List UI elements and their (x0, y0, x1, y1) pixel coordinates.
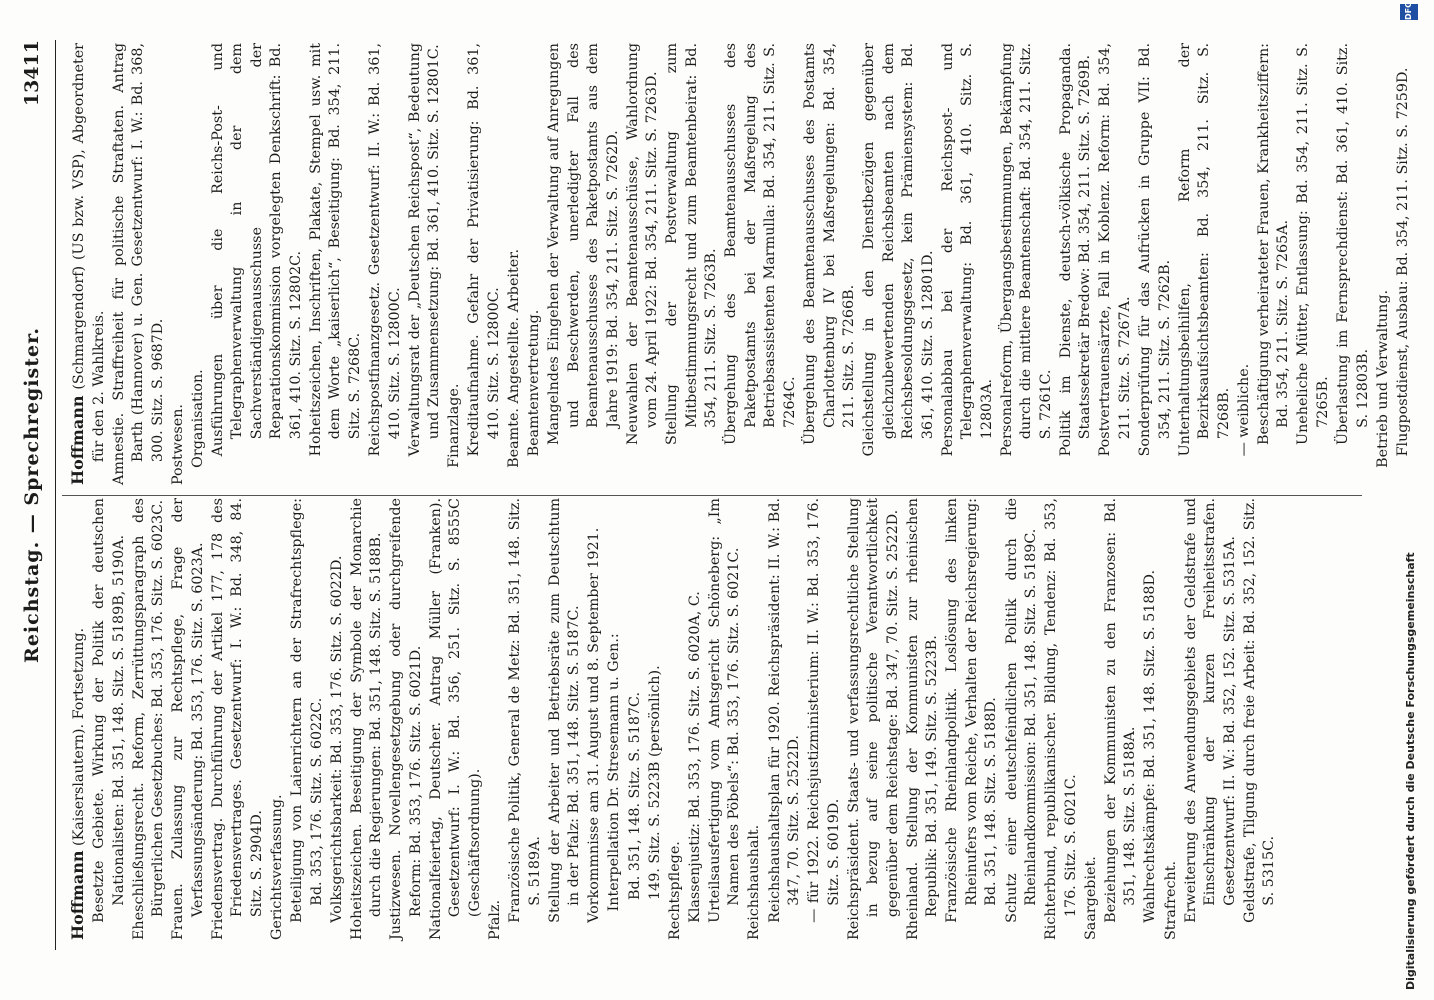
entry-text: Rechtspflege. (666, 841, 683, 940)
entry-text: Gerichtsverfassung. (268, 794, 285, 940)
index-entry (366, 43, 405, 485)
index-entry (1294, 43, 1333, 485)
entry-text: Beziehungen der Kommunisten zu den Franzosen: Bd. 351, 148. Sitz. S. 5188A. (1102, 498, 1139, 923)
index-entry (1141, 498, 1161, 940)
entry-text: Französische Rheinlandpolitik. Loslösung des linken Rheinufers vom Reiche, Verhalten der Reichsregierung: Bd. 351, 148. Sitz. S. 5188D. (944, 498, 1000, 923)
entry-text: Französische Politik, General de Metz: Bd. 351, 148. Sitz. S. 5189A. (507, 498, 543, 923)
entry-text: Reichspräsident. Staats- und verfassungsrechtliche Stellung in bezug auf seine politische Verantwortlichkeit gegenüber dem Reichstage: Bd. 347, 70. Sitz. S. 2522D. (845, 498, 901, 940)
page-header (15, 40, 55, 950)
index-entry (805, 498, 844, 940)
entry-text: Betrieb und Verwaltung. (1374, 289, 1391, 468)
digitization-note: Digitalisierung gefördert durch die Deutsche Forschungsgemeinschaft (1404, 552, 1417, 990)
index-entry (328, 498, 348, 940)
index-entry (1003, 498, 1042, 940)
entry-text: Personalreform, Übergangsbestimmungen, Bekämpfung durch die mittlere Beamtenschaft: Bd. 354, 211. Sitz. S. 7261C. (998, 43, 1054, 457)
index-entry (546, 498, 585, 940)
entry-text: 149. Sitz. S. 5223B (persönlich). (646, 665, 663, 900)
entry-text: Erweiterung des Anwendungsgebiets der Geldstrafe und Einschränkung der kurzen Freiheitsstrafen. Gesetzentwurf: II. W.: Bd. 352, 152. Sitz. S. 5315A. (1182, 498, 1238, 923)
entry-text: Reichshaushalt. (746, 824, 763, 940)
entry-text: Bd. 351, 148. Sitz. S. 5187C. (626, 692, 643, 900)
entry-text: Beschäftigung verheirateter Frauen, Krankheitsziffern: Bd. 354, 211. Sitz. S. 7265A. (1255, 43, 1292, 445)
column-divider (62, 495, 1362, 496)
index-entry (1057, 43, 1096, 485)
entry-text: Rheinland. Stellung der Kommunisten zur rheinischen Republik: Bd. 351, 149. Sitz. S. 5223B. (904, 498, 941, 940)
index-entry (1241, 498, 1280, 940)
index-entry (585, 498, 605, 940)
index-entry (307, 43, 366, 485)
entry-text: Volksgerichtsbarkeit: Bd. 353, 176. Sitz. S. 6022D. (328, 555, 345, 923)
index-entry (1042, 498, 1081, 940)
index-entry (209, 498, 268, 940)
index-entry (268, 498, 288, 940)
entry-text: Schutz einer deutschfeindlichen Politik durch die Rheinlandkommission: Bd. 351, 148. Sitz. S. 5189C. (1003, 498, 1040, 923)
entry-text: Geldstrafe, Tilgung durch freie Arbeit: Bd. 352, 152. Sitz. S. 5315C. (1241, 498, 1278, 923)
page-number: 13411 (21, 40, 43, 107)
dfg-logo: DFG (1400, 4, 1418, 20)
index-entry (169, 43, 189, 485)
entry-text: Amnestie. Straffreiheit für politische Straftaten. Antrag Barth (Hannover) u. Gen. Gesetzentwurf: I. W.: Bd. 368, 300. Sitz. S. 9687D. (110, 43, 166, 485)
index-entry (209, 43, 307, 485)
index-entry (427, 498, 486, 940)
entry-text: — weibliche. (1235, 363, 1252, 457)
index-entry (860, 43, 938, 485)
entry-text: Beamte. Angestellte. Arbeiter. (505, 249, 522, 468)
index-entry (1182, 498, 1241, 940)
entry-text: Postwesen. (169, 404, 186, 485)
index-entry (288, 498, 327, 940)
index-entry (486, 498, 506, 940)
entry-text: Ausführungen über die Reichs-Post- und Telegraphenverwaltung in der dem Sachverständigenausschusse der Reparationskommission vorgelegten Denkschrift: Bd. 361, 410. Sitz. S. 12802C. (209, 43, 304, 457)
index-entry (445, 43, 465, 485)
index-entry (646, 498, 666, 940)
entry-text: Unterhaltungsbeihilfen, Reform der Bezirksaufsichtsbeamten: Bd. 354, 211. Sitz. S. 7268B. (1176, 43, 1232, 457)
index-entry (663, 43, 722, 485)
index-entry (845, 498, 904, 940)
index-entry (1374, 43, 1394, 485)
entry-text: Reichspostfinanzgesetz. Gesetzentwurf: II. W.: Bd. 361, 410. Sitz. S. 12800C. (367, 43, 403, 457)
index-entry (189, 43, 209, 485)
index-entry (525, 43, 545, 485)
entry-text: Wahlrechtskämpfe: Bd. 351, 148. Sitz. S. 5188D. (1142, 569, 1159, 923)
right-column (68, 43, 1411, 485)
entry-text: Nationalfeiertag, Deutscher. Antrag Müller (Franken). Gesetzentwurf: I. W.: Bd. 356, 251. Sitz. S. 8555C (Geschäftsordnung). (427, 498, 483, 940)
entry-text: Pfalz. (487, 899, 504, 940)
entry-text: Kreditaufnahme. Gefahr der Privatisierung: Bd. 361, 410. Sitz. S. 12800C. (466, 43, 502, 457)
entry-text: Reichshaushaltsplan für 1920. Reichspräsident: II. W.: Bd. 347, 70. Sitz. S. 2522D. (766, 498, 803, 923)
index-entry (1334, 43, 1373, 485)
index-entry (605, 498, 625, 940)
index-entry (68, 498, 90, 940)
entry-text: Verwaltungsrat der „Deutschen Reichspost“, Bedeutung und Zusammensetzung: Bd. 361, 410. Sitz. S. 12801C. (406, 43, 443, 457)
index-entry (766, 498, 805, 940)
entry-text: Politik im Dienste, deutsch-völkische Propaganda. Staatssekretär Bredow: Bd. 354, 211. Sitz. S. 7269B. (1057, 43, 1094, 457)
entry-text: Justizwesen. Novellengesetzgebung oder durchgreifende Reform: Bd. 353, 176. Sitz. S. 6021D. (388, 498, 424, 940)
index-entry (406, 43, 445, 485)
entry-text: Strafrecht. (1162, 861, 1179, 940)
index-entry (1235, 43, 1255, 485)
index-entry (130, 498, 169, 940)
entry-text: Friedensvertrag. Durchführung der Artikel 177, 178 des Friedensvertrages. Gesetzentwurf: I. W.: Bd. 348, 84. Sitz. S. 2904D. (209, 498, 265, 940)
running-title: Reichstag. — Sprechregister. (21, 327, 43, 663)
index-entry (169, 498, 208, 940)
entry-text: Hoheitszeichen. Beseitigung der Symbole der Monarchie durch die Regierungen: Bd. 351, 148. Sitz. S. 5188B. (348, 498, 385, 940)
entry-text: Finanzlage. (446, 383, 463, 468)
entry-text: Stellung der Postverwaltung zum Mitbestimmungsrecht und zum Beamtenbeirat: Bd. 354, 211. Sitz. S. 7263B. (664, 43, 720, 445)
index-entry (1255, 43, 1294, 485)
entry-text: Überlastung im Fernsprechdienst: Bd. 361, 410. Sitz. S. 12803B. (1335, 43, 1371, 445)
index-entry (505, 43, 525, 485)
entry-text: Mangelndes Eingehen der Verwaltung auf Anregungen und Beschwerden, unerledigter Fall des Beamtenausschusses des Paketpostamts aus dem Jahre 1919: Bd. 354, 211. Sitz. S. 7262D. (546, 43, 621, 445)
entry-text: Frauen. Zulassung zur Rechtspflege, Frage der Verfassungsänderung: Bd. 353, 176. Sitz. S. 6023A. (170, 498, 206, 940)
entry-text: Eheschließungsrecht. Reform, Zerrüttungsparagraph des Bürgerlichen Gesetzbuches: Bd. 353, 176. Sitz. S. 6023C. (130, 498, 167, 940)
entry-text: Stellung der Arbeiter und Betriebsräte zum Deutschtum in der Pfalz: Bd. 351, 148. Sitz. S. 5187C. (546, 498, 583, 923)
left-column (68, 498, 1358, 940)
entry-text: Besetzte Gebiete. Wirkung der Politik der deutschen Nationalisten: Bd. 351, 148. Sitz. S. 5189B, 5190A. (91, 498, 127, 923)
person-name: Hoffmann (68, 395, 87, 485)
index-entry (1082, 498, 1102, 940)
entry-text: Saargebiet. (1082, 856, 1099, 940)
index-entry (722, 43, 800, 485)
index-entry (348, 498, 387, 940)
entry-text: Vorkommnisse am 31. August und 8. September 1921. (586, 527, 603, 923)
entry-text: Beteiligung von Laienrichtern an der Strafrechtspflege: Bd. 353, 176. Sitz. S. 6022C. (289, 498, 325, 923)
index-entry (1136, 43, 1175, 485)
index-entry (110, 43, 169, 485)
index-entry (506, 498, 545, 940)
header-rule (55, 40, 56, 950)
entry-text: Hoheitszeichen, Inschriften, Plakate, Stempel usw. mit dem Worte „kaiserlich“, Beseitigung: Bd. 354, 211. Sitz. S. 7268C. (307, 43, 363, 457)
index-entry (939, 43, 998, 485)
index-entry (686, 498, 706, 940)
entry-text: Beamtenvertretung. (526, 309, 543, 457)
index-entry (624, 43, 663, 485)
entry-text: — für 1922. Reichsjustizministerium: II. W.: Bd. 353, 176. Sitz. S. 6019D. (806, 498, 842, 923)
entry-text: (Schmargendorf) (US bzw. VSP), Abgeordneter für den 2. Wahlkreis. (71, 43, 107, 463)
entry-text: Klassenjustiz: Bd. 353, 176. Sitz. S. 6020A, C. (686, 591, 703, 923)
index-entry (904, 498, 943, 940)
index-entry (745, 498, 765, 940)
index-entry (1162, 498, 1182, 940)
entry-text: Übergehung des Beamtenausschusses des Paketpostamts bei der Maßregelung des Betriebsassistenten Marmulla: Bd. 354, 211. Sitz. S. 7264C. (723, 43, 798, 445)
index-entry (465, 43, 504, 485)
index-entry (68, 43, 109, 485)
entry-text: Gleichstellung in den Dienstbezügen gegenüber gleichzubewertenden Reichsbeamten nach dem Reichsbesoldungsgesetz, kein Prämiensystem: Bd. 361, 410. Sitz. S. 12801D. (861, 43, 936, 457)
entry-text: Flugpostdienst, Ausbau: Bd. 354, 211. Sitz. S. 7259D. (1394, 67, 1411, 457)
entry-text: Richterbund, republikanischer. Bildung, Tendenz: Bd. 353, 176. Sitz. S. 6021C. (1043, 498, 1079, 940)
entry-text: Organisation. (189, 369, 206, 468)
entry-text: Personalabbau bei der Reichspost- und Telegraphenverwaltung: Bd. 361, 410. Sitz. S. 12803A. (939, 43, 995, 457)
entry-text: Postvertrauensärzte, Fall in Koblenz. Reform: Bd. 354, 211. Sitz. S. 7267A. (1097, 43, 1133, 457)
person-name: Hoffmann (68, 850, 87, 940)
index-entry (90, 498, 129, 940)
index-entry (998, 43, 1057, 485)
entry-text: Sonderprüfung für das Aufrücken in Gruppe VII: Bd. 354, 211. Sitz. S. 7262B. (1137, 43, 1173, 457)
entry-text: Urteilsausfertigung vom Amtsgericht Schöneberg: „Im Namen des Pöbels“: Bd. 353, 176. Sitz. S. 6021C. (706, 498, 743, 923)
entry-text: Übergehung des Beamtenausschusses des Postamts Charlottenburg IV bei Maßregelungen: Bd. 354, 211. Sitz. S. 7266B. (802, 43, 857, 445)
index-entry (943, 498, 1002, 940)
entry-text: (Kaiserslautern). Fortsetzung. (71, 627, 87, 851)
index-entry (666, 498, 686, 940)
index-entry (801, 43, 860, 485)
entry-text: Neuwahlen der Beamtenausschüsse, Wahlordnung vom 24. April 1922: Bd. 354, 211. Sitz. S. 7263D. (624, 43, 661, 445)
index-entry (626, 498, 646, 940)
index-entry (387, 498, 426, 940)
index-entry (1176, 43, 1235, 485)
index-entry (1096, 43, 1135, 485)
index-entry (545, 43, 623, 485)
entry-text: Uneheliche Mütter, Entlassung: Bd. 354, 211. Sitz. S. 7265B. (1295, 43, 1331, 445)
index-entry (706, 498, 745, 940)
index-entry (1102, 498, 1141, 940)
entry-text: Interpellation Dr. Stresemann u. Gen.: (606, 633, 623, 912)
